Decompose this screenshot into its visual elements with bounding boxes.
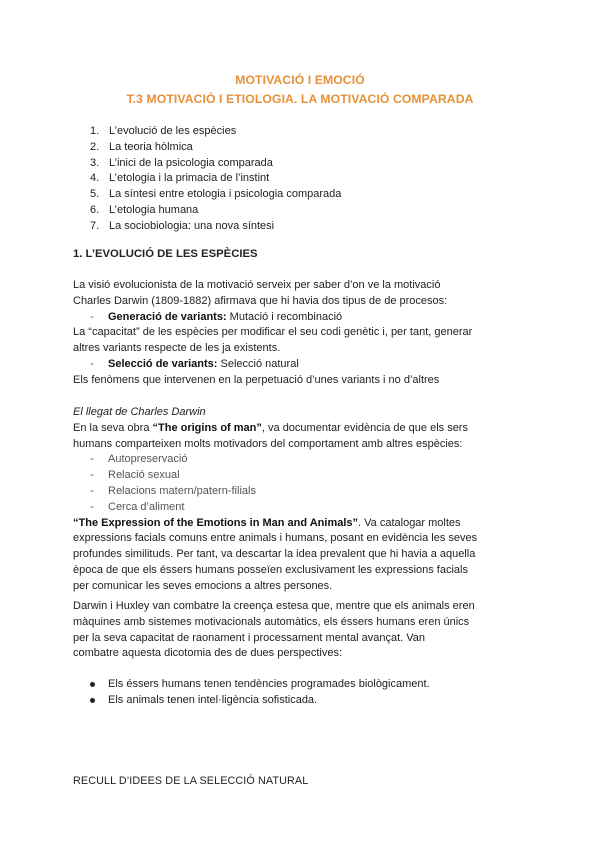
- huxley-paragraph: [73, 599, 533, 662]
- table-of-contents: [90, 124, 341, 235]
- paragraph-line: “The Expression of the Emotions in Man and Animals”. Va catalogar moltes: [73, 516, 461, 529]
- paragraph-line: Els fenòmens que intervenen en la perpetuació d’unes variants i no d’altres: [73, 373, 440, 386]
- paragraph-line: La “capacitat” de les espècies per modificar el seu codi genètic i, per tant, generar: [73, 326, 473, 339]
- toc-item: 1. L’evolució de les espècies: [90, 125, 237, 137]
- paragraph-line: profundes similituds. Per tant, va descartar la idea prevalent que hi havia a aquella: [73, 548, 476, 561]
- toc-item: 5. La síntesi entre etologia i psicologia comparada: [90, 188, 342, 201]
- toc-item: 6. L’etologia humana: [90, 203, 199, 216]
- paragraph-line: Darwin i Huxley van combatre la creença estesa que, mentre que els animals eren: [73, 600, 475, 612]
- page-subtitle: T.3 MOTIVACIÓ I ETIOLOGIA. LA MOTIVACIÓ COMPARADA: [126, 92, 474, 106]
- paragraph-line: per la seva capacitat de raonament i processament mental avançat. Van: [73, 631, 425, 644]
- section-heading: 1. L’EVOLUCIÓ DE LES ESPÈCIES: [73, 248, 258, 260]
- list-item: - Selecció de variants: Selecció natural: [73, 357, 533, 373]
- paragraph-line: expressions facials comuns entre animals i humans, posant en evidència les seves: [73, 532, 478, 545]
- dash-marker: -: [90, 310, 94, 323]
- toc-item: 4. L’etologia i la primacia de l’instint: [90, 172, 270, 185]
- list-item: - Generació de variants: Mutació i recombinació: [73, 310, 533, 326]
- toc-item: 2. La teoria hòlmica: [90, 140, 193, 153]
- paragraph-line: La visió evolucionista de la motivació serveix per saber d’on ve la motivació: [73, 279, 441, 291]
- evolution-section: [73, 278, 533, 389]
- list-item: - Relacions matern/patern-filials: [90, 484, 256, 497]
- paragraph-line: per comunicar les seves emocions a altres persones.: [73, 579, 333, 592]
- paragraph-line: Charles Darwin (1809-1882) afirmava que hi havia dos tipus de de procesos:: [73, 294, 448, 307]
- list-item: - Autopreservació: [90, 453, 188, 466]
- bullet-list: [90, 676, 430, 708]
- list-item: - Cerca d’aliment: [90, 500, 185, 513]
- bullet-item: Els animals tenen intel·ligència sofisticada.: [90, 692, 430, 708]
- darwin-legacy-section: [73, 405, 533, 595]
- list-item: - Relació sexual: [90, 469, 180, 482]
- page-title: MOTIVACIÓ I EMOCIÓ: [235, 73, 365, 87]
- paragraph-line: màquines amb sistemes motivacionals automàtics, els éssers humans eren únics: [73, 615, 470, 628]
- bullet-item: Els éssers humans tenen tendències programades biològicament.: [90, 676, 430, 692]
- dash-marker: -: [90, 357, 94, 370]
- paragraph-line: altres variants respecte de les ja existents.: [73, 342, 281, 355]
- paragraph-line: En la seva obra “The origins of man”, va documentar evidència de que els sers: [73, 421, 468, 434]
- paragraph-line: època de que els éssers humans posseïen exclusivament les expressions facials: [73, 563, 468, 576]
- footer-heading: RECULL D’IDEES DE LA SELECCIÓ NATURAL: [73, 775, 309, 787]
- paragraph-line: combatre aquesta dicotomia des de dues perspectives:: [73, 647, 343, 660]
- toc-item: 7. La sociobiologia: una nova síntesi: [90, 219, 275, 232]
- bullet-dot-icon: [90, 682, 95, 687]
- toc-item: 3. L’inici de la psicologia comparada: [90, 156, 273, 169]
- paragraph-line: humans comparteixen molts motivadors del comportament amb altres espècies:: [73, 437, 463, 450]
- bullet-dot-icon: [90, 698, 95, 703]
- subsection-title: El llegat de Charles Darwin: [73, 406, 206, 418]
